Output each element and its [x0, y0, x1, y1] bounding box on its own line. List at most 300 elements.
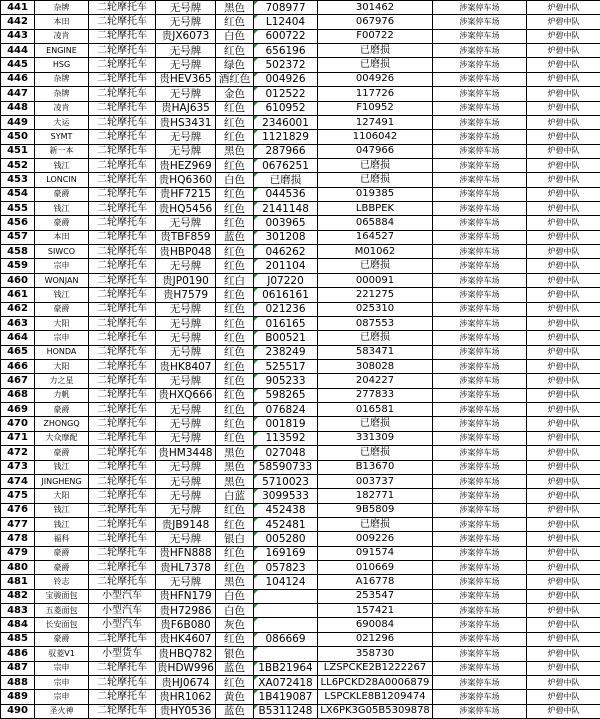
plate-number-cell: 贵HQ6360	[156, 173, 216, 187]
brand-cell: 力帆	[35, 388, 89, 402]
color-cell: 绿色	[216, 58, 254, 72]
vehicle-type-cell: 二轮摩托车	[89, 517, 156, 531]
plate-number-cell: 贵HR1062	[156, 690, 216, 704]
brand-cell: 大众摩配	[35, 431, 89, 445]
engine-number-cell: 2346001	[254, 115, 318, 129]
row-number-cell: 468	[1, 388, 35, 402]
team-cell: 炉碧中队	[527, 130, 600, 144]
team-cell: 炉碧中队	[527, 245, 600, 259]
brand-cell: 杂牌	[35, 72, 89, 86]
row-number-cell: 489	[1, 690, 35, 704]
team-cell: 炉碧中队	[527, 661, 600, 675]
table-body	[1, 1, 600, 719]
storage-location-cell: 涉案停车场	[433, 431, 527, 445]
frame-number-cell: 065884	[318, 216, 433, 230]
color-cell: 红色	[216, 632, 254, 646]
vehicle-type-cell: 二轮摩托车	[89, 690, 156, 704]
storage-location-cell: 涉案停车场	[433, 632, 527, 646]
storage-location-cell: 涉案停车场	[433, 1, 527, 15]
engine-number-cell: 2141148	[254, 202, 318, 216]
engine-number-cell: 656196	[254, 44, 318, 58]
brand-cell: HONDA	[35, 345, 89, 359]
vehicle-type-cell: 二轮摩托车	[89, 144, 156, 158]
row-number-cell: 442	[1, 15, 35, 29]
team-cell: 炉碧中队	[527, 374, 600, 388]
color-cell: 红色	[216, 302, 254, 316]
vehicle-type-cell: 二轮摩托车	[89, 388, 156, 402]
engine-number-cell: 5710023	[254, 474, 318, 488]
engine-number-cell: 0616161	[254, 288, 318, 302]
row-number-cell: 486	[1, 647, 35, 661]
brand-cell: 豪爵	[35, 216, 89, 230]
brand-cell: 豪爵	[35, 546, 89, 560]
engine-number-cell: 已磨损	[254, 173, 318, 187]
team-cell: 炉碧中队	[527, 359, 600, 373]
color-cell: 黑色	[216, 446, 254, 460]
storage-location-cell: 涉案停车场	[433, 173, 527, 187]
engine-number-cell: 1BB21964	[254, 661, 318, 675]
color-cell: 红色	[216, 359, 254, 373]
storage-location-cell: 涉案停车场	[433, 446, 527, 460]
color-cell: 红色	[216, 259, 254, 273]
vehicle-type-cell: 小型货车	[89, 647, 156, 661]
frame-number-cell: 019385	[318, 187, 433, 201]
engine-number-cell: 016165	[254, 316, 318, 330]
team-cell: 炉碧中队	[527, 403, 600, 417]
team-cell: 炉碧中队	[527, 561, 600, 575]
plate-number-cell: 贵HXQ666	[156, 388, 216, 402]
storage-location-cell: 涉案停车场	[433, 546, 527, 560]
vehicle-type-cell: 二轮摩托车	[89, 44, 156, 58]
frame-number-cell: 277833	[318, 388, 433, 402]
row-number-cell: 490	[1, 704, 35, 718]
table-row	[1, 647, 600, 661]
storage-location-cell: 涉案停车场	[433, 202, 527, 216]
engine-number-cell: 057823	[254, 561, 318, 575]
brand-cell: 宗申	[35, 675, 89, 689]
vehicle-type-cell: 小型汽车	[89, 604, 156, 618]
row-number-cell: 483	[1, 604, 35, 618]
team-cell: 炉碧中队	[527, 288, 600, 302]
row-number-cell: 454	[1, 187, 35, 201]
frame-number-cell: LBBPEK	[318, 202, 433, 216]
row-number-cell: 478	[1, 532, 35, 546]
brand-cell: 本田	[35, 15, 89, 29]
brand-cell: 钱江	[35, 503, 89, 517]
brand-cell: SIWCO	[35, 245, 89, 259]
engine-number-cell: 001819	[254, 417, 318, 431]
engine-number-cell: 708977	[254, 1, 318, 15]
table-row	[1, 58, 600, 72]
plate-number-cell: 贵TBF859	[156, 230, 216, 244]
vehicle-type-cell: 二轮摩托车	[89, 460, 156, 474]
frame-number-cell: 157421	[318, 604, 433, 618]
row-number-cell: 476	[1, 503, 35, 517]
row-number-cell: 444	[1, 44, 35, 58]
team-cell: 炉碧中队	[527, 388, 600, 402]
plate-number-cell: 无号牌	[156, 431, 216, 445]
frame-number-cell: LL6PCKD28A0006879	[318, 675, 433, 689]
vehicle-type-cell: 二轮摩托车	[89, 15, 156, 29]
color-cell: 红色	[216, 388, 254, 402]
frame-number-cell: F10952	[318, 101, 433, 115]
color-cell: 红色	[216, 403, 254, 417]
engine-number-cell: 086669	[254, 632, 318, 646]
vehicle-type-cell: 二轮摩托车	[89, 187, 156, 201]
storage-location-cell: 涉案停车场	[433, 15, 527, 29]
plate-number-cell: 贵HBQ782	[156, 647, 216, 661]
engine-number-cell: 1B419087	[254, 690, 318, 704]
storage-location-cell: 涉案停车场	[433, 144, 527, 158]
plate-number-cell: 贵HS3431	[156, 115, 216, 129]
frame-number-cell: 308028	[318, 359, 433, 373]
brand-cell: 本田	[35, 230, 89, 244]
table-row	[1, 316, 600, 330]
table-row	[1, 29, 600, 43]
vehicle-type-cell: 二轮摩托车	[89, 345, 156, 359]
frame-number-cell: 021296	[318, 632, 433, 646]
row-number-cell: 470	[1, 417, 35, 431]
row-number-cell: 441	[1, 1, 35, 15]
team-cell: 炉碧中队	[527, 158, 600, 172]
brand-cell: 大阳	[35, 359, 89, 373]
color-cell: 红白	[216, 273, 254, 287]
row-number-cell: 471	[1, 431, 35, 445]
storage-location-cell: 涉案停车场	[433, 618, 527, 632]
frame-number-cell: LSPCKLE8B1209474	[318, 690, 433, 704]
vehicle-type-cell: 二轮摩托车	[89, 259, 156, 273]
frame-number-cell: 331309	[318, 431, 433, 445]
frame-number-cell: 已磨损	[318, 446, 433, 460]
table-row	[1, 460, 600, 474]
team-cell: 炉碧中队	[527, 259, 600, 273]
team-cell: 炉碧中队	[527, 302, 600, 316]
row-number-cell: 446	[1, 72, 35, 86]
table-row	[1, 561, 600, 575]
team-cell: 炉碧中队	[527, 58, 600, 72]
frame-number-cell: 已磨损	[318, 173, 433, 187]
color-cell: 金色	[216, 87, 254, 101]
team-cell: 炉碧中队	[527, 647, 600, 661]
brand-cell: 福科	[35, 532, 89, 546]
color-cell: 红色	[216, 15, 254, 29]
color-cell: 白色	[216, 29, 254, 43]
storage-location-cell: 涉案停车场	[433, 273, 527, 287]
plate-number-cell: 无号牌	[156, 130, 216, 144]
vehicle-type-cell: 小型汽车	[89, 589, 156, 603]
storage-location-cell: 涉案停车场	[433, 374, 527, 388]
engine-number-cell: 004926	[254, 72, 318, 86]
table-row	[1, 15, 600, 29]
frame-number-cell: 已磨损	[318, 158, 433, 172]
vehicle-type-cell: 二轮摩托车	[89, 704, 156, 718]
storage-location-cell: 涉案停车场	[433, 245, 527, 259]
plate-number-cell: 贵HFN888	[156, 546, 216, 560]
plate-number-cell: 贵HBP048	[156, 245, 216, 259]
engine-number-cell: J07220	[254, 273, 318, 287]
frame-number-cell: 127491	[318, 115, 433, 129]
table-row	[1, 517, 600, 531]
table-row	[1, 245, 600, 259]
team-cell: 炉碧中队	[527, 144, 600, 158]
engine-number-cell: 301208	[254, 230, 318, 244]
engine-number-cell: 0676251	[254, 158, 318, 172]
vehicle-type-cell: 二轮摩托车	[89, 72, 156, 86]
storage-location-cell: 涉案停车场	[433, 288, 527, 302]
table-row	[1, 230, 600, 244]
table-row	[1, 546, 600, 560]
frame-number-cell: 000091	[318, 273, 433, 287]
vehicle-type-cell: 二轮摩托车	[89, 503, 156, 517]
plate-number-cell: 贵HK4607	[156, 632, 216, 646]
engine-number-cell: XA072418	[254, 675, 318, 689]
brand-cell: 大阳	[35, 316, 89, 330]
table-row	[1, 489, 600, 503]
row-number-cell: 481	[1, 575, 35, 589]
engine-number-cell: 076824	[254, 403, 318, 417]
team-cell: 炉碧中队	[527, 446, 600, 460]
frame-number-cell: 已磨损	[318, 259, 433, 273]
table-row	[1, 403, 600, 417]
engine-number-cell: 201104	[254, 259, 318, 273]
vehicle-type-cell: 二轮摩托车	[89, 158, 156, 172]
brand-cell: 钱江	[35, 517, 89, 531]
table-row	[1, 216, 600, 230]
row-number-cell: 465	[1, 345, 35, 359]
plate-number-cell: 贵H72986	[156, 604, 216, 618]
brand-cell: 豪爵	[35, 632, 89, 646]
plate-number-cell: 无号牌	[156, 474, 216, 488]
storage-location-cell: 涉案停车场	[433, 503, 527, 517]
row-number-cell: 466	[1, 359, 35, 373]
table-row	[1, 604, 600, 618]
row-number-cell: 480	[1, 561, 35, 575]
color-cell: 红色	[216, 245, 254, 259]
engine-number-cell: 104124	[254, 575, 318, 589]
plate-number-cell: 贵JP0190	[156, 273, 216, 287]
frame-number-cell: LX6PK3G05B5309878	[318, 704, 433, 718]
plate-number-cell: 无号牌	[156, 15, 216, 29]
row-number-cell: 464	[1, 331, 35, 345]
brand-cell: 钱江	[35, 158, 89, 172]
engine-number-cell: 3099533	[254, 489, 318, 503]
plate-number-cell: 贵HJ0674	[156, 675, 216, 689]
storage-location-cell: 涉案停车场	[433, 690, 527, 704]
brand-cell: ZHONGQ	[35, 417, 89, 431]
frame-number-cell: B13670	[318, 460, 433, 474]
frame-number-cell: 已磨损	[318, 58, 433, 72]
plate-number-cell: 无号牌	[156, 331, 216, 345]
engine-number-cell: 021236	[254, 302, 318, 316]
plate-number-cell: 无号牌	[156, 316, 216, 330]
vehicle-type-cell: 二轮摩托车	[89, 359, 156, 373]
plate-number-cell: 贵H7579	[156, 288, 216, 302]
engine-number-cell: 027048	[254, 446, 318, 460]
storage-location-cell: 涉案停车场	[433, 474, 527, 488]
vehicle-type-cell: 二轮摩托车	[89, 288, 156, 302]
frame-number-cell: 253547	[318, 589, 433, 603]
engine-number-cell: 600722	[254, 29, 318, 43]
brand-cell: 大运	[35, 115, 89, 129]
team-cell: 炉碧中队	[527, 517, 600, 531]
brand-cell: 大阳	[35, 489, 89, 503]
vehicle-type-cell: 二轮摩托车	[89, 130, 156, 144]
plate-number-cell: 贵HQ5456	[156, 202, 216, 216]
plate-number-cell: 贵HM3448	[156, 446, 216, 460]
plate-number-cell: 无号牌	[156, 575, 216, 589]
team-cell: 炉碧中队	[527, 173, 600, 187]
plate-number-cell: 无号牌	[156, 489, 216, 503]
brand-cell: 杂牌	[35, 1, 89, 15]
table-row	[1, 374, 600, 388]
brand-cell: 新一本	[35, 144, 89, 158]
team-cell: 炉碧中队	[527, 417, 600, 431]
vehicle-type-cell: 二轮摩托车	[89, 216, 156, 230]
frame-number-cell: 204227	[318, 374, 433, 388]
plate-number-cell: 贵HAJ635	[156, 101, 216, 115]
row-number-cell: 461	[1, 288, 35, 302]
plate-number-cell: 贵HDW996	[156, 661, 216, 675]
brand-cell: JINGHENG	[35, 474, 89, 488]
engine-number-cell: 598265	[254, 388, 318, 402]
engine-number-cell: 238249	[254, 345, 318, 359]
plate-number-cell: 无号牌	[156, 1, 216, 15]
table-row	[1, 202, 600, 216]
frame-number-cell: 087553	[318, 316, 433, 330]
team-cell: 炉碧中队	[527, 187, 600, 201]
row-number-cell: 482	[1, 589, 35, 603]
row-number-cell: 460	[1, 273, 35, 287]
color-cell: 黑色	[216, 460, 254, 474]
plate-number-cell: 贵F6B080	[156, 618, 216, 632]
storage-location-cell: 涉案停车场	[433, 230, 527, 244]
plate-number-cell: 无号牌	[156, 259, 216, 273]
brand-cell: 宗申	[35, 259, 89, 273]
vehicle-type-cell: 二轮摩托车	[89, 101, 156, 115]
color-cell: 红色	[216, 546, 254, 560]
color-cell: 红色	[216, 374, 254, 388]
frame-number-cell: 221275	[318, 288, 433, 302]
brand-cell: 豪爵	[35, 561, 89, 575]
storage-location-cell: 涉案停车场	[433, 58, 527, 72]
table-row	[1, 101, 600, 115]
engine-number-cell: 003965	[254, 216, 318, 230]
plate-number-cell: 贵JB9148	[156, 517, 216, 531]
plate-number-cell: 贵HF7215	[156, 187, 216, 201]
table-row	[1, 273, 600, 287]
team-cell: 炉碧中队	[527, 503, 600, 517]
color-cell: 白色	[216, 604, 254, 618]
table-row	[1, 345, 600, 359]
storage-location-cell: 涉案停车场	[433, 417, 527, 431]
vehicle-type-cell: 二轮摩托车	[89, 374, 156, 388]
color-cell: 白色	[216, 173, 254, 187]
brand-cell: HSG	[35, 58, 89, 72]
storage-location-cell: 涉案停车场	[433, 29, 527, 43]
brand-cell: 驭菱V1	[35, 647, 89, 661]
color-cell: 红色	[216, 431, 254, 445]
engine-number-cell: 905233	[254, 374, 318, 388]
table-row	[1, 72, 600, 86]
vehicle-type-cell: 二轮摩托车	[89, 316, 156, 330]
storage-location-cell: 涉案停车场	[433, 216, 527, 230]
table-row	[1, 259, 600, 273]
plate-number-cell: 贵JX6073	[156, 29, 216, 43]
table-row	[1, 187, 600, 201]
engine-number-cell: 169169	[254, 546, 318, 560]
table-row	[1, 446, 600, 460]
color-cell: 蓝色	[216, 230, 254, 244]
vehicle-type-cell: 二轮摩托车	[89, 561, 156, 575]
table-row	[1, 173, 600, 187]
engine-number-cell: 452481	[254, 517, 318, 531]
row-number-cell: 479	[1, 546, 35, 560]
team-cell: 炉碧中队	[527, 29, 600, 43]
storage-location-cell: 涉案停车场	[433, 647, 527, 661]
storage-location-cell: 涉案停车场	[433, 101, 527, 115]
table-row	[1, 417, 600, 431]
plate-number-cell: 贵HK8407	[156, 359, 216, 373]
storage-location-cell: 涉案停车场	[433, 589, 527, 603]
frame-number-cell: 已磨损	[318, 417, 433, 431]
storage-location-cell: 涉案停车场	[433, 675, 527, 689]
frame-number-cell: M01062	[318, 245, 433, 259]
engine-number-cell: 046262	[254, 245, 318, 259]
engine-number-cell	[254, 604, 318, 618]
table-row	[1, 388, 600, 402]
color-cell: 银白	[216, 532, 254, 546]
row-number-cell: 456	[1, 216, 35, 230]
row-number-cell: 469	[1, 403, 35, 417]
row-number-cell: 467	[1, 374, 35, 388]
team-cell: 炉碧中队	[527, 618, 600, 632]
vehicle-type-cell: 二轮摩托车	[89, 474, 156, 488]
row-number-cell: 488	[1, 675, 35, 689]
storage-location-cell: 涉案停车场	[433, 158, 527, 172]
vehicle-type-cell: 二轮摩托车	[89, 202, 156, 216]
table-row	[1, 144, 600, 158]
brand-cell: 凌肯	[35, 29, 89, 43]
table-row	[1, 503, 600, 517]
color-cell: 黑色	[216, 575, 254, 589]
plate-number-cell: 无号牌	[156, 374, 216, 388]
team-cell: 炉碧中队	[527, 431, 600, 445]
brand-cell: 凌肯	[35, 101, 89, 115]
engine-number-cell: 58590733	[254, 460, 318, 474]
row-number-cell: 462	[1, 302, 35, 316]
frame-number-cell: 已磨损	[318, 517, 433, 531]
color-cell: 红色	[216, 316, 254, 330]
color-cell: 黑色	[216, 144, 254, 158]
team-cell: 炉碧中队	[527, 115, 600, 129]
color-cell: 蓝色	[216, 704, 254, 718]
engine-number-cell: L12404	[254, 15, 318, 29]
table-row	[1, 661, 600, 675]
row-number-cell: 450	[1, 130, 35, 144]
storage-location-cell: 涉案停车场	[433, 532, 527, 546]
row-number-cell: 472	[1, 446, 35, 460]
vehicle-type-cell: 二轮摩托车	[89, 417, 156, 431]
vehicle-type-cell: 二轮摩托车	[89, 87, 156, 101]
brand-cell: 圣火神	[35, 704, 89, 718]
brand-cell: 宗申	[35, 661, 89, 675]
storage-location-cell: 涉案停车场	[433, 575, 527, 589]
storage-location-cell: 涉案停车场	[433, 489, 527, 503]
team-cell: 炉碧中队	[527, 331, 600, 345]
frame-number-cell: A16778	[318, 575, 433, 589]
plate-number-cell: 贵HEZ969	[156, 158, 216, 172]
brand-cell: 豪爵	[35, 403, 89, 417]
